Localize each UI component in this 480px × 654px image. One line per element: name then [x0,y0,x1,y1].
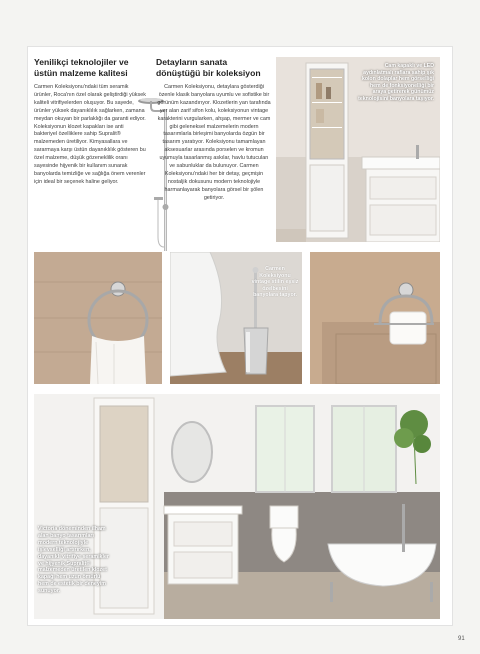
middle-column [156,57,272,203]
left-title-line2: üstün malzeme kalitesi [34,67,128,78]
bathroom-caption: Victoria döneminden ilham alan banyo tasarımları modern teknolojiyle işlevselliği artırırken, dayanıklı vitrifiye seramikler ve hijyenik Supralit® malzemeden üretilen klozet kapağı hem uzun ömürlü hem de estetik bir deneyim sunuyor. [38,526,109,595]
page [27,46,453,626]
toilet-brush-photo [170,252,302,384]
left-title-line1: Yenilikçi teknolojiler ve [34,57,129,67]
cabinet-caption: Cam kapaklı ve LED aydınlatmalı raflara sahip şık kolon dolaplar hem görselliği hem de fonksiyonelliği bir araya getirerek günümüz teknolojisini banyolara taşıyor. [358,63,434,102]
towel-ring-illustration [34,252,162,384]
cabinet-photo [276,57,440,242]
bathroom-photo [34,394,440,619]
middle-body: Carmen Koleksiyonu, detaylara gösterdiği özenle klasik banyolara uyumlu ve sofistike bir görünüm kazandırıyor. Klozetlerin yan tarafında yer alan zarif sifon kolu, koleksiyonun vintage karakterini vurgularken, ahşap, mermer ve cam gibi geleneksel malzemelerin modern tasarımlarla birleşimi banyolarda özgün bir tasarım yaratıyor. Koleksiyonu tamamlayan aksesuarlar arasında porselen ve kromun uyumuyla tasarlanmış askılar, havlu tutucuları ve sabunluklar da bulunuyor. Carmen Koleksiyonu'ndaki her bir detay, geçmişin nostaljik dokusunu modern teknolojiyle harmanlayarak banyolara görsel bir şölen getiriyor. [157,84,271,201]
paper-holder-photo [310,252,440,384]
middle-title-line1: Detayların sanata [156,57,228,67]
towel-ring-photo [34,252,162,384]
left-body: Carmen Koleksiyonu'ndaki tüm seramik ürünler, Roca'nın özel olarak geliştirdiği yüksek kaliteli vitrifiyelerden oluşuyor. Bu sayede, ürünler yüksek dayanıklılık sağlarken, zamana meydan okuyan bir parlaklığı da garanti ediyor. Koleksiyonun klozet kapakları ise anti bakteriyel özelliklere sahip Supralit® malzemeden üretiliyor. Kimyasallara ve sararmaya karşı üstün dayanıklılık gösteren bu özel malzeme, düşük gözeneklilik oranı sayesinde hijyenik bir kullanım sunarak banyolarda temizliğe ve sağlığa önem verenler için ideal bir seçenek haline geliyor. [34,84,146,185]
middle-title-line2: dönüştüğü bir koleksiyon [156,67,261,78]
page-number: 91 [458,636,465,642]
paper-holder-illustration [310,252,440,384]
accessories-caption: Carmen Koleksiyonu vintage stilin eşsiz özelbesini banyolara tapyor. [251,266,299,299]
